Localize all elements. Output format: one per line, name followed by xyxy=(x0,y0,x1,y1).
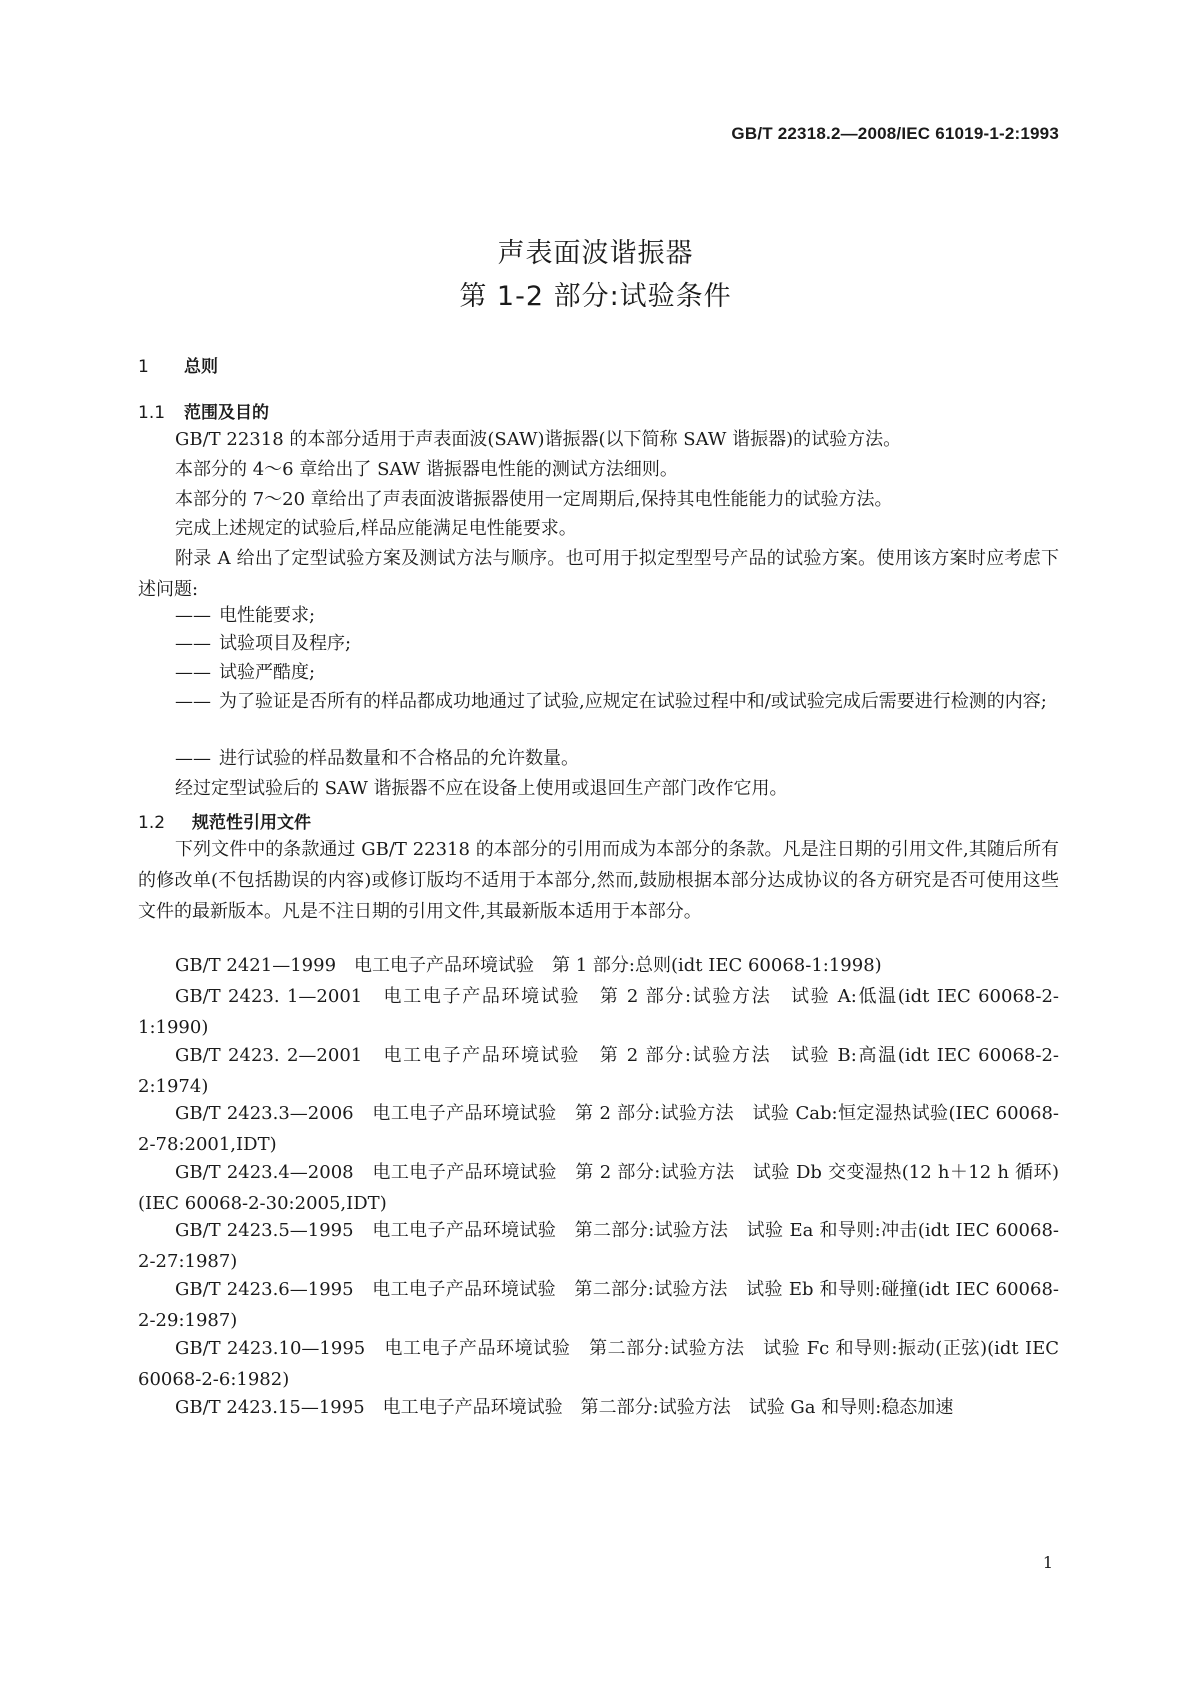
list-item xyxy=(175,657,1059,688)
standard-code: GB/T 22318.2—2008/IEC 61019-1-2:1993 xyxy=(731,124,1059,143)
section-1-number: 1 xyxy=(138,357,149,377)
section-1-1-number: 1.1 xyxy=(138,403,166,423)
list-item xyxy=(175,600,1059,631)
section-1-2-title: 规范性引用文件 xyxy=(192,813,311,833)
list-item xyxy=(175,686,1059,717)
dash-marker: —— xyxy=(175,605,211,626)
reference-item: GB/T 2423.15—1995 电工电子产品环境试验 第二部分:试验方法 试验 Ga 和导则:稳态加速 xyxy=(175,1397,954,1418)
scope-paragraph-2: 本部分的 4～6 章给出了 SAW 谐振器电性能的测试方法细则。 xyxy=(175,459,678,480)
dash-marker: —— xyxy=(175,662,211,683)
document-subtitle: 第 1-2 部分:试验条件 xyxy=(459,281,732,312)
section-1-1-heading xyxy=(138,398,269,423)
reference-item: GB/T 2423.5—1995 电工电子产品环境试验 第二部分:试验方法 试验 Ea 和导则:冲击(idt IEC 60068-2-27:1987) xyxy=(138,1220,1059,1272)
section-1-heading xyxy=(138,352,218,377)
references-intro: 下列文件中的条款通过 GB/T 22318 的本部分的引用而成为本部分的条款。凡是注日期的引用文件,其随后所有的修改单(不包括勘误的内容)或修订版均不适用于本部分,然而,鼓励根据本部分达成协议的各方研究是否可使用这些文件的最新版本。凡是不注日期的引用文件,其最新版本适用于本部分。 xyxy=(138,839,1059,922)
section-1-1-title: 范围及目的 xyxy=(184,403,269,423)
document-title: 声表面波谐振器 xyxy=(497,238,694,269)
section-1-2-number: 1.2 xyxy=(138,813,166,833)
page-number: 1 xyxy=(1042,1553,1053,1572)
reference-item: GB/T 2423.6—1995 电工电子产品环境试验 第二部分:试验方法 试验 Eb 和导则:碰撞(idt IEC 60068-2-29:1987) xyxy=(138,1279,1059,1331)
scope-closing-paragraph: 经过定型试验后的 SAW 谐振器不应在设备上使用或退回生产部门改作它用。 xyxy=(175,778,788,799)
list-item-text: 试验严酷度; xyxy=(219,662,316,683)
list-item-text: 进行试验的样品数量和不合格品的允许数量。 xyxy=(219,748,579,769)
reference-item: GB/T 2423.3—2006 电工电子产品环境试验 第 2 部分:试验方法 试验 Cab:恒定湿热试验(IEC 60068-2-78:2001,IDT) xyxy=(138,1103,1059,1155)
list-item-text: 为了验证是否所有的样品都成功地通过了试验,应规定在试验过程中和/或试验完成后需要进行检测的内容; xyxy=(219,691,1047,712)
reference-item: GB/T 2423.10—1995 电工电子产品环境试验 第二部分:试验方法 试验 Fc 和导则:振动(正弦)(idt IEC 60068-2-6:1982) xyxy=(138,1338,1059,1390)
list-item-text: 试验项目及程序; xyxy=(219,633,352,654)
scope-paragraph-1: GB/T 22318 的本部分适用于声表面波(SAW)谐振器(以下简称 SAW 谐振器)的试验方法。 xyxy=(175,429,902,450)
reference-item: GB/T 2423.4—2008 电工电子产品环境试验 第 2 部分:试验方法 试验 Db 交变湿热(12 h＋12 h 循环)(IEC 60068-2-30:2005,IDT) xyxy=(138,1162,1059,1214)
section-1-title: 总则 xyxy=(184,357,218,377)
list-item-text: 电性能要求; xyxy=(219,605,316,626)
reference-item: GB/T 2423. 2—2001 电工电子产品环境试验 第 2 部分:试验方法 试验 B:高温(idt IEC 60068-2-2:1974) xyxy=(138,1045,1059,1097)
reference-item: GB/T 2421—1999 电工电子产品环境试验 第 1 部分:总则(idt IEC 60068-1:1998) xyxy=(175,955,882,976)
reference-item: GB/T 2423. 1—2001 电工电子产品环境试验 第 2 部分:试验方法 试验 A:低温(idt IEC 60068-2-1:1990) xyxy=(138,986,1059,1038)
dash-marker: —— xyxy=(175,691,211,712)
list-item xyxy=(175,743,1059,774)
dash-marker: —— xyxy=(175,748,211,769)
scope-paragraph-3: 本部分的 7～20 章给出了声表面波谐振器使用一定周期后,保持其电性能能力的试验方法。 xyxy=(175,489,893,510)
section-1-2-heading xyxy=(138,808,311,833)
list-item xyxy=(175,628,1059,659)
scope-paragraph-4: 完成上述规定的试验后,样品应能满足电性能要求。 xyxy=(175,518,577,539)
dash-marker: —— xyxy=(175,633,211,654)
scope-paragraph-5: 附录 A 给出了定型试验方案及测试方法与顺序。也可用于拟定型型号产品的试验方案。使用该方案时应考虑下述问题: xyxy=(138,548,1059,600)
